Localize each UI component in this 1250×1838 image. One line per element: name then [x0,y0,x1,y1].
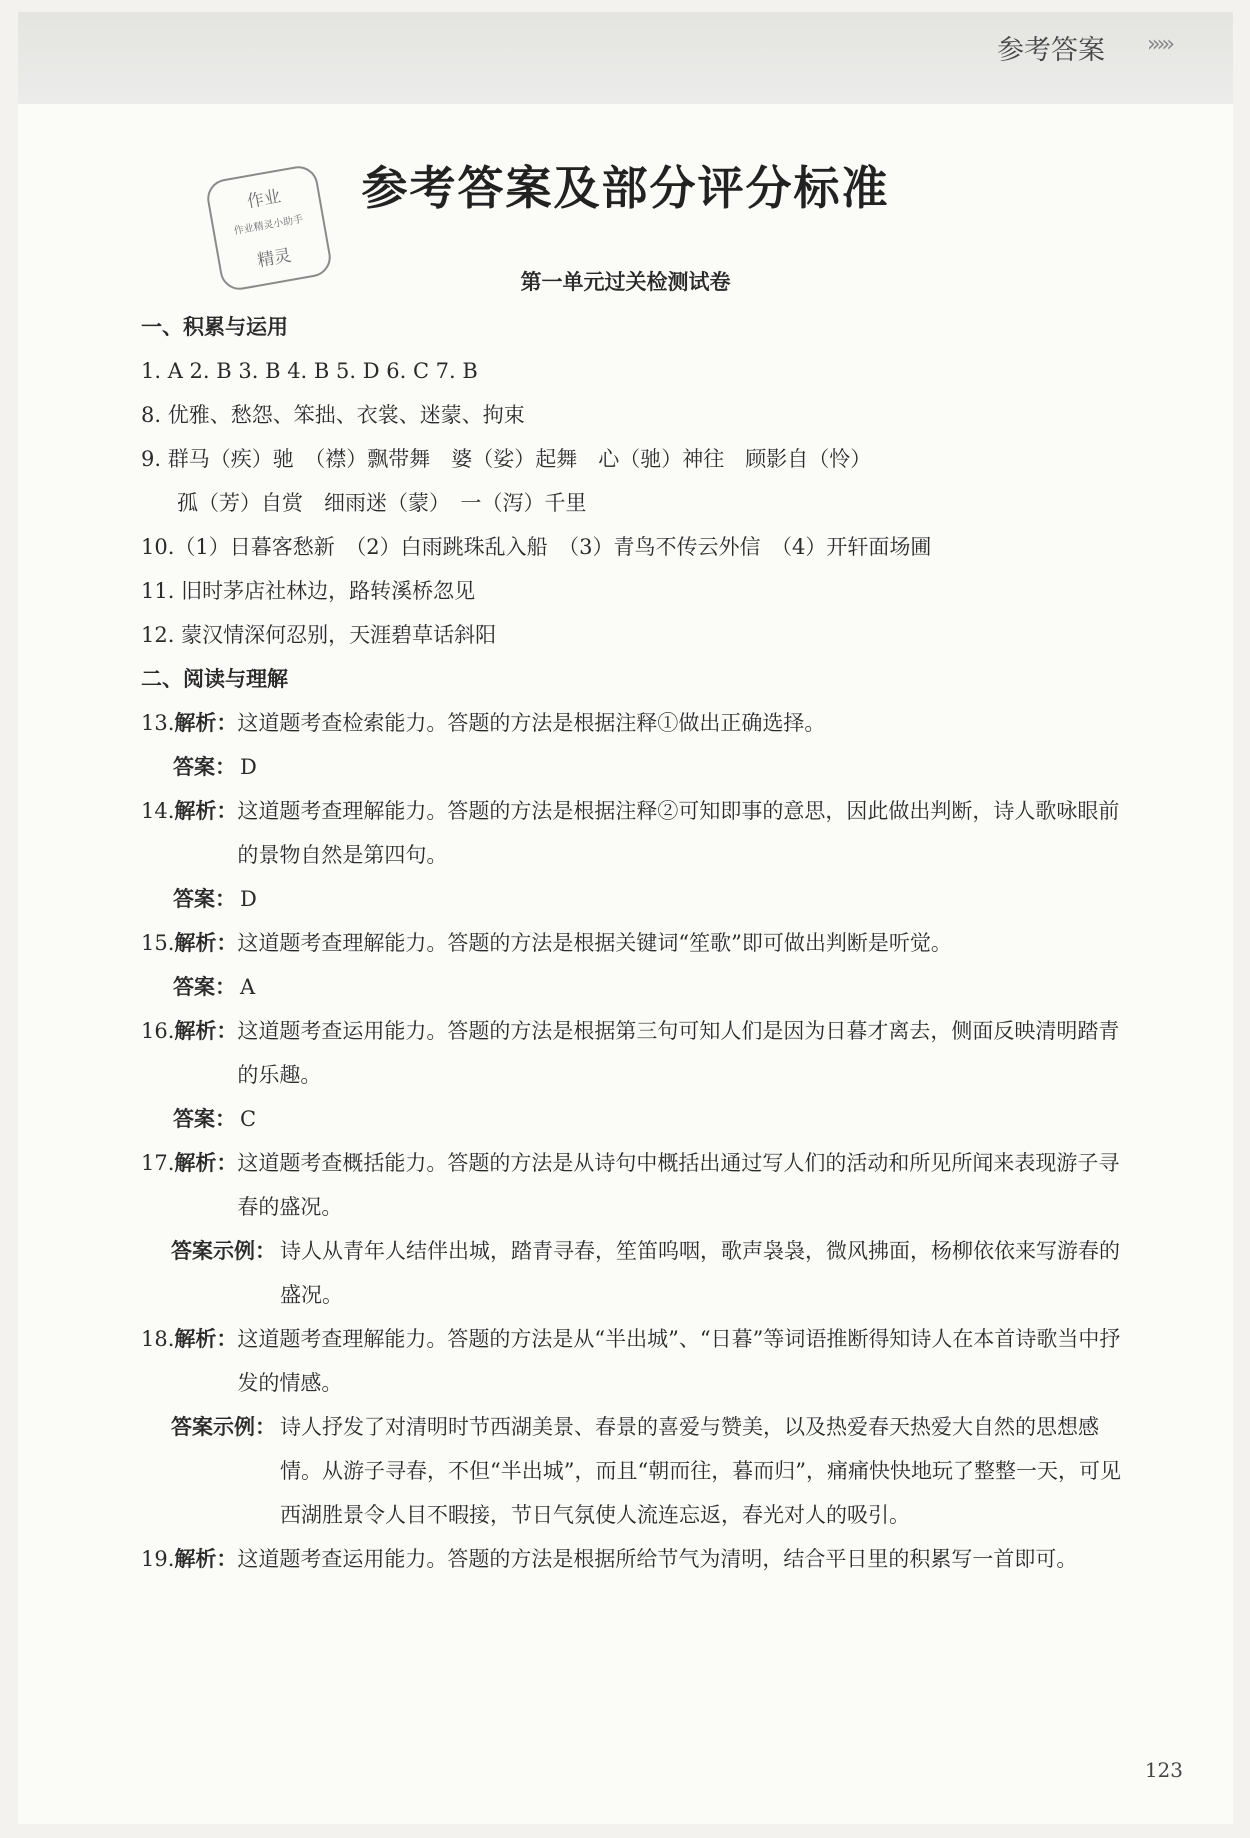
answer-example-label: 答案示例： [171,1239,276,1263]
answer-line-q11: 11. 旧时茅店社林边，路转溪桥忽见 [141,579,476,603]
stamp-line-3: 精灵 [255,245,293,272]
question-number: 19. [141,1547,175,1571]
analysis-text: 这道题考查概括能力。答题的方法是从诗句中概括出通过写人们的活动和所见所闻来表现游子寻春的盛况。 [237,1151,1120,1219]
unit-title: 第一单元过关检测试卷 [520,270,731,294]
question-number: 14. [141,799,175,823]
answer-text: 诗人从青年人结伴出城，踏青寻春，笙笛呜咽，歌声袅袅，微风拂面，杨柳依依来写游春的盛况。 [280,1239,1120,1307]
answer-line-q10: 10.（1）日暮客愁新 （2）白雨跳珠乱入船 （3）青鸟不传云外信 （4）开轩面场圃 [141,535,932,559]
question-number: 13. [141,711,175,735]
question-block [141,1141,1131,1229]
page-title: 参考答案及部分评分标准 [361,161,890,215]
analysis-text: 这道题考查运用能力。答题的方法是根据所给节气为清明，结合平日里的积累写一首即可。 [237,1547,1078,1571]
analysis-label: 解析： [174,1151,238,1175]
answer-label: 答案： [173,1107,236,1131]
answer-label: 答案： [173,755,236,779]
answer-row [141,877,1131,921]
chevrons-icon: ››››› [1147,32,1171,57]
question-number: 17. [141,1151,175,1175]
answer-row [141,965,1131,1009]
question-block [141,921,1131,965]
analysis-label: 解析： [174,799,238,823]
answer-content [141,305,1131,1581]
answer-row [141,1405,1131,1537]
analysis-label: 解析： [174,1327,238,1351]
analysis-text: 这道题考查理解能力。答题的方法是从“半出城”、“日暮”等词语推断得知诗人在本首诗歌当中抒发的情感。 [237,1327,1121,1395]
answer-row [141,745,1131,789]
answer-example-label: 答案示例： [171,1415,276,1439]
section-heading-2: 二、阅读与理解 [141,667,288,691]
question-block [141,701,1131,745]
answer-line-q9a: 9. 群马（疾）驰 （襟）飘带舞 婆（娑）起舞 心（驰）神往 顾影自（怜） [141,447,872,471]
analysis-label: 解析： [174,711,238,735]
analysis-text: 这道题考查运用能力。答题的方法是根据第三句可知人们是因为日暮才离去，侧面反映清明踏青的乐趣。 [237,1019,1120,1087]
answer-row [141,1229,1131,1317]
question-number: 18. [141,1327,175,1351]
answer-row [141,1097,1131,1141]
answer-label: 答案： [173,975,236,999]
section-heading-1: 一、积累与运用 [141,315,288,339]
header-label: 参考答案 [997,35,1105,66]
question-block [141,1537,1131,1581]
analysis-label: 解析： [174,931,238,955]
question-block [141,1009,1131,1097]
document-page [18,12,1233,1824]
header-band [18,12,1233,104]
analysis-text: 这道题考查理解能力。答题的方法是根据注释②可知即事的意思，因此做出判断，诗人歌咏眼前的景物自然是第四句。 [237,799,1120,867]
answer-text: A [240,975,256,999]
analysis-text: 这道题考查理解能力。答题的方法是根据关键词“笙歌”即可做出判断是听觉。 [237,931,952,955]
analysis-label: 解析： [174,1547,238,1571]
answer-text: D [240,755,257,779]
answer-text: 诗人抒发了对清明时节西湖美景、春景的喜爱与赞美，以及热爱春天热爱大自然的思想感情。从游子寻春，不但“半出城”，而且“朝而往，暮而归”，痛痛快快地玩了整整一天，可见西湖胜景令人目不暇接，节日气氛使人流连忘返，春光对人的吸引。 [280,1415,1121,1527]
answer-line-q1-7: 1. A 2. B 3. B 4. B 5. D 6. C 7. B [141,359,478,383]
answer-text: C [240,1107,257,1131]
question-block [141,1317,1131,1405]
stamp-line-1: 作业 [245,186,283,213]
question-number: 16. [141,1019,175,1043]
answer-label: 答案： [173,887,236,911]
answer-line-q8: 8. 优雅、愁怨、笨拙、衣裳、迷蒙、拘束 [141,403,525,427]
analysis-text: 这道题考查检索能力。答题的方法是根据注释①做出正确选择。 [237,711,826,735]
stamp-line-2: 作业精灵小助手 [233,214,304,238]
answer-line-q12: 12. 蒙汉情深何忍别，天涯碧草话斜阳 [141,623,497,647]
answer-text: D [240,887,257,911]
page-number: 123 [1144,1758,1183,1782]
analysis-label: 解析： [174,1019,238,1043]
question-number: 15. [141,931,175,955]
answer-line-q9b: 孤（芳）自赏 细雨迷（蒙） 一（泻）千里 [177,491,587,515]
question-block [141,789,1131,877]
